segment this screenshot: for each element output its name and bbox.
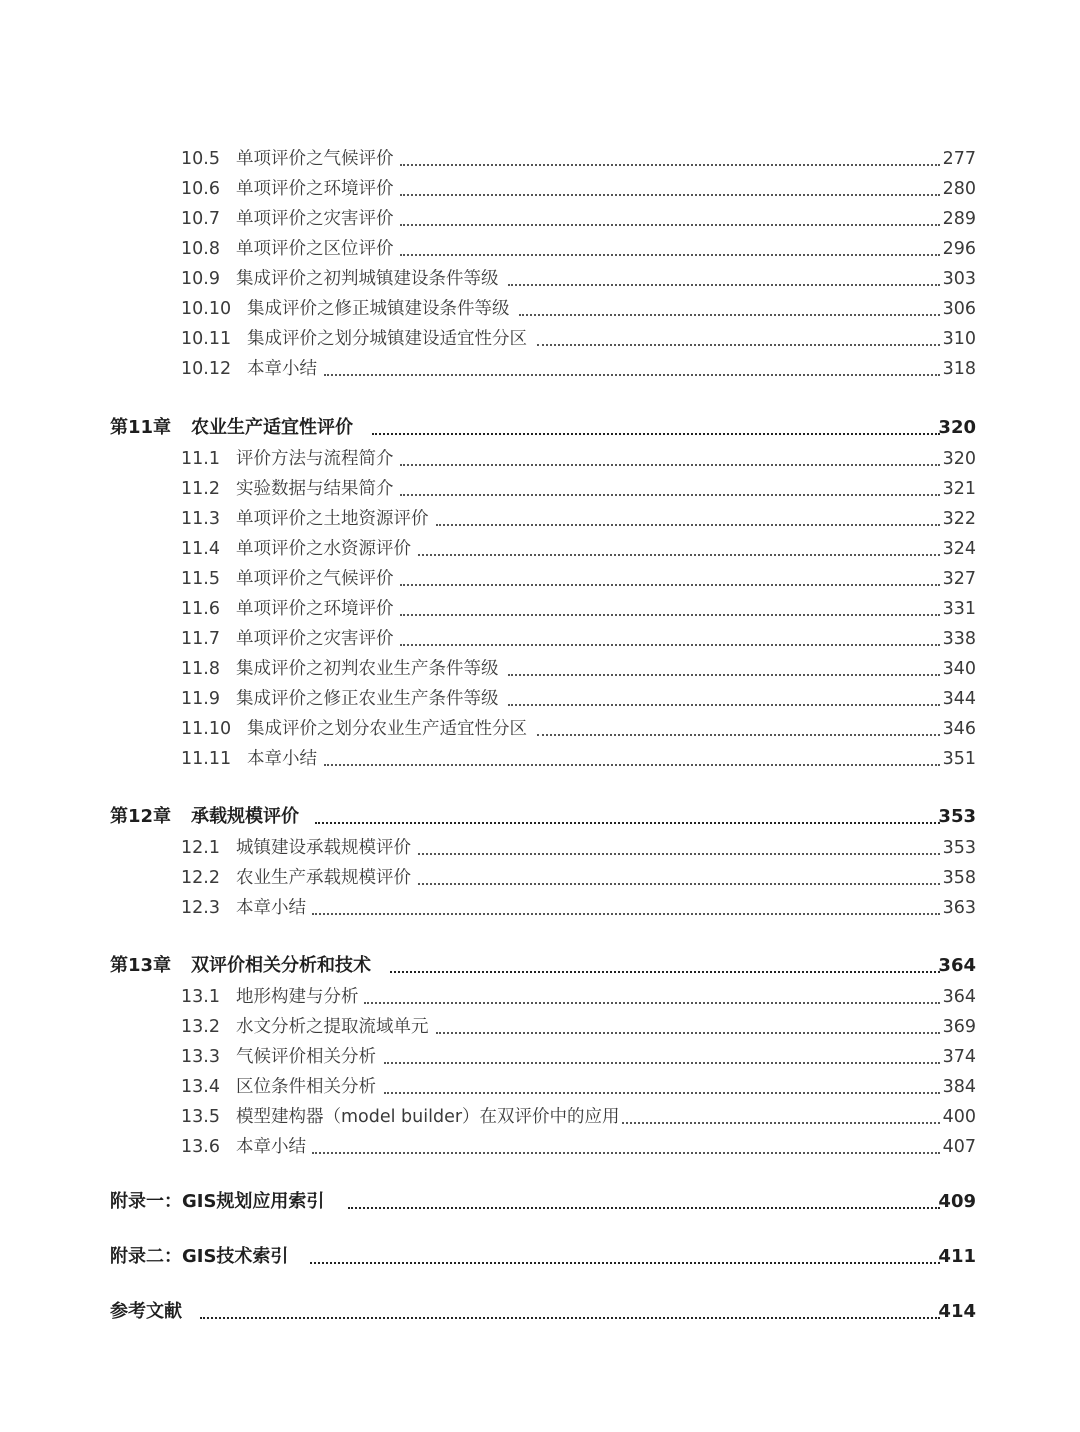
dot-leader — [312, 891, 940, 915]
section-number: 10.6 — [181, 179, 220, 199]
section-number: 11.9 — [181, 689, 220, 709]
section-title: 单项评价之灾害评价 — [236, 209, 394, 229]
toc-entry-10-8[interactable] — [0, 237, 1080, 261]
dot-leader — [418, 532, 940, 556]
toc-entry-10-11[interactable] — [0, 327, 1080, 351]
dot-leader — [508, 682, 940, 706]
toc-entry-10-6[interactable] — [0, 177, 1080, 201]
section-number: 10.11 — [181, 329, 232, 349]
section-number: 11.3 — [181, 509, 220, 529]
page-number: 324 — [942, 539, 976, 559]
dot-leader — [400, 172, 940, 196]
section-title: 单项评价之环境评价 — [236, 599, 394, 619]
dot-leader — [200, 1295, 940, 1319]
toc-entry-10-12[interactable] — [0, 357, 1080, 381]
dot-leader — [622, 1100, 940, 1124]
toc-entry-10-7[interactable] — [0, 207, 1080, 231]
page-number: 310 — [942, 329, 976, 349]
toc-entry-11-5[interactable] — [0, 567, 1080, 591]
chapter-title: 农业生产适宜性评价 — [191, 417, 353, 438]
toc-entry-11-8[interactable] — [0, 657, 1080, 681]
section-title: 单项评价之气候评价 — [236, 569, 394, 589]
page-number: 351 — [942, 749, 976, 769]
toc-entry-13-5[interactable] — [0, 1105, 1080, 1129]
toc-appendix-1[interactable] — [0, 1190, 1080, 1214]
page-number: 384 — [942, 1077, 976, 1097]
section-number: 10.7 — [181, 209, 220, 229]
page-number: 407 — [942, 1137, 976, 1157]
section-title: 集成评价之划分农业生产适宜性分区 — [247, 719, 527, 739]
dot-leader — [400, 472, 940, 496]
section-number: 12.1 — [181, 838, 220, 858]
section-title: 地形构建与分析 — [236, 987, 359, 1007]
section-number: 10.10 — [181, 299, 232, 319]
section-title: 集成评价之划分城镇建设适宜性分区 — [247, 329, 527, 349]
dot-leader — [537, 322, 940, 346]
page-number: 306 — [942, 299, 976, 319]
toc-entry-13-3[interactable] — [0, 1045, 1080, 1069]
dot-leader — [324, 742, 940, 766]
section-number: 13.1 — [181, 987, 220, 1007]
page-number: 289 — [942, 209, 976, 229]
page-number: 344 — [942, 689, 976, 709]
page-number: 353 — [942, 838, 976, 858]
dot-leader — [384, 1070, 940, 1094]
chapter-number: 第13章 — [110, 955, 172, 976]
page-number: 411 — [938, 1246, 976, 1267]
dot-leader — [348, 1185, 940, 1209]
page-number: 409 — [938, 1191, 976, 1212]
section-number: 11.8 — [181, 659, 220, 679]
section-number: 13.2 — [181, 1017, 220, 1037]
section-title: 集成评价之初判农业生产条件等级 — [236, 659, 499, 679]
page-number: 369 — [942, 1017, 976, 1037]
section-title: 气候评价相关分析 — [236, 1047, 376, 1067]
section-number: 11.7 — [181, 629, 220, 649]
toc-entry-10-5[interactable] — [0, 147, 1080, 171]
page-number: 364 — [938, 955, 976, 976]
section-number: 13.5 — [181, 1107, 220, 1127]
toc-entry-12-1[interactable] — [0, 836, 1080, 860]
page-number: 374 — [942, 1047, 976, 1067]
section-title: 本章小结 — [236, 1137, 306, 1157]
section-title: 本章小结 — [247, 749, 317, 769]
section-title: 单项评价之土地资源评价 — [236, 509, 429, 529]
toc-chapter-11[interactable] — [0, 416, 1080, 440]
section-title: 单项评价之水资源评价 — [236, 539, 411, 559]
toc-chapter-13[interactable] — [0, 954, 1080, 978]
page-number: 321 — [942, 479, 976, 499]
dot-leader — [400, 562, 940, 586]
page-number: 322 — [942, 509, 976, 529]
page-number: 303 — [942, 269, 976, 289]
page-number: 327 — [942, 569, 976, 589]
section-title: 实验数据与结果简介 — [236, 479, 394, 499]
section-number: 11.4 — [181, 539, 220, 559]
toc-entry-13-6[interactable] — [0, 1135, 1080, 1159]
section-title: 模型建构器（model builder）在双评价中的应用 — [236, 1107, 620, 1127]
dot-leader — [384, 1040, 940, 1064]
section-title: 集成评价之修正农业生产条件等级 — [236, 689, 499, 709]
page-number: 346 — [942, 719, 976, 739]
section-number: 13.3 — [181, 1047, 220, 1067]
toc-entry-11-1[interactable] — [0, 447, 1080, 471]
toc-entry-10-10[interactable] — [0, 297, 1080, 321]
toc-appendix-2[interactable] — [0, 1245, 1080, 1269]
dot-leader — [400, 592, 940, 616]
section-number: 10.12 — [181, 359, 232, 379]
chapter-number: 第12章 — [110, 806, 172, 827]
section-number: 11.5 — [181, 569, 220, 589]
dot-leader — [400, 142, 940, 166]
dot-leader — [315, 800, 940, 824]
toc-chapter-12[interactable] — [0, 805, 1080, 829]
section-title: 单项评价之灾害评价 — [236, 629, 394, 649]
section-title: 本章小结 — [247, 359, 317, 379]
dot-leader — [537, 712, 940, 736]
toc-entry-11-2[interactable] — [0, 477, 1080, 501]
toc-entry-11-11[interactable] — [0, 747, 1080, 771]
toc-references[interactable] — [0, 1300, 1080, 1324]
page-number: 364 — [942, 987, 976, 1007]
dot-leader — [508, 652, 940, 676]
chapter-number: 第11章 — [110, 417, 172, 438]
dot-leader — [436, 1010, 940, 1034]
section-title: 集成评价之修正城镇建设条件等级 — [247, 299, 510, 319]
section-title: 单项评价之环境评价 — [236, 179, 394, 199]
toc-entry-11-4[interactable] — [0, 537, 1080, 561]
section-title: 单项评价之区位评价 — [236, 239, 394, 259]
section-title: 农业生产承载规模评价 — [236, 868, 411, 888]
page-number: 353 — [938, 806, 976, 827]
page-number: 320 — [942, 449, 976, 469]
appendix-title: 附录一：GIS规划应用索引 — [110, 1191, 325, 1212]
section-number: 11.11 — [181, 749, 232, 769]
toc-entry-11-9[interactable] — [0, 687, 1080, 711]
dot-leader — [312, 1130, 940, 1154]
section-title: 本章小结 — [236, 898, 306, 918]
page-number: 280 — [942, 179, 976, 199]
page-number: 320 — [938, 417, 976, 438]
page-number: 400 — [942, 1107, 976, 1127]
dot-leader — [519, 292, 940, 316]
page-number: 414 — [938, 1301, 976, 1322]
section-number: 13.6 — [181, 1137, 220, 1157]
section-title: 区位条件相关分析 — [236, 1077, 376, 1097]
toc-entry-12-2[interactable] — [0, 866, 1080, 890]
toc-entry-11-7[interactable] — [0, 627, 1080, 651]
section-number: 11.6 — [181, 599, 220, 619]
dot-leader — [418, 861, 940, 885]
section-title: 集成评价之初判城镇建设条件等级 — [236, 269, 499, 289]
page-number: 277 — [942, 149, 976, 169]
dot-leader — [310, 1240, 940, 1264]
dot-leader — [400, 622, 940, 646]
toc-entry-11-3[interactable] — [0, 507, 1080, 531]
chapter-title: 双评价相关分析和技术 — [191, 955, 371, 976]
section-title: 城镇建设承载规模评价 — [236, 838, 411, 858]
appendix-title: 附录二：GIS技术索引 — [110, 1246, 289, 1267]
section-number: 11.2 — [181, 479, 220, 499]
dot-leader — [372, 411, 940, 435]
dot-leader — [418, 831, 940, 855]
dot-leader — [364, 980, 940, 1004]
dot-leader — [324, 352, 940, 376]
toc-entry-12-3[interactable] — [0, 896, 1080, 920]
toc-entry-10-9[interactable] — [0, 267, 1080, 291]
section-number: 13.4 — [181, 1077, 220, 1097]
toc-entry-13-4[interactable] — [0, 1075, 1080, 1099]
section-number: 11.10 — [181, 719, 232, 739]
dot-leader — [508, 262, 940, 286]
page-number: 338 — [942, 629, 976, 649]
page-number: 318 — [942, 359, 976, 379]
section-number: 12.3 — [181, 898, 220, 918]
dot-leader — [390, 949, 940, 973]
section-number: 10.8 — [181, 239, 220, 259]
page-number: 363 — [942, 898, 976, 918]
section-title: 水文分析之提取流域单元 — [236, 1017, 429, 1037]
section-number: 10.5 — [181, 149, 220, 169]
dot-leader — [436, 502, 940, 526]
dot-leader — [400, 232, 940, 256]
dot-leader — [400, 202, 940, 226]
references-title: 参考文献 — [110, 1301, 182, 1322]
section-title: 评价方法与流程简介 — [236, 449, 394, 469]
section-number: 11.1 — [181, 449, 220, 469]
page-number: 296 — [942, 239, 976, 259]
page-number: 340 — [942, 659, 976, 679]
page-number: 358 — [942, 868, 976, 888]
section-number: 12.2 — [181, 868, 220, 888]
toc-entry-11-6[interactable] — [0, 597, 1080, 621]
toc-entry-11-10[interactable] — [0, 717, 1080, 741]
toc-entry-13-2[interactable] — [0, 1015, 1080, 1039]
section-number: 10.9 — [181, 269, 220, 289]
toc-entry-13-1[interactable] — [0, 985, 1080, 1009]
page-number: 331 — [942, 599, 976, 619]
section-title: 单项评价之气候评价 — [236, 149, 394, 169]
chapter-title: 承载规模评价 — [191, 806, 299, 827]
dot-leader — [400, 442, 940, 466]
